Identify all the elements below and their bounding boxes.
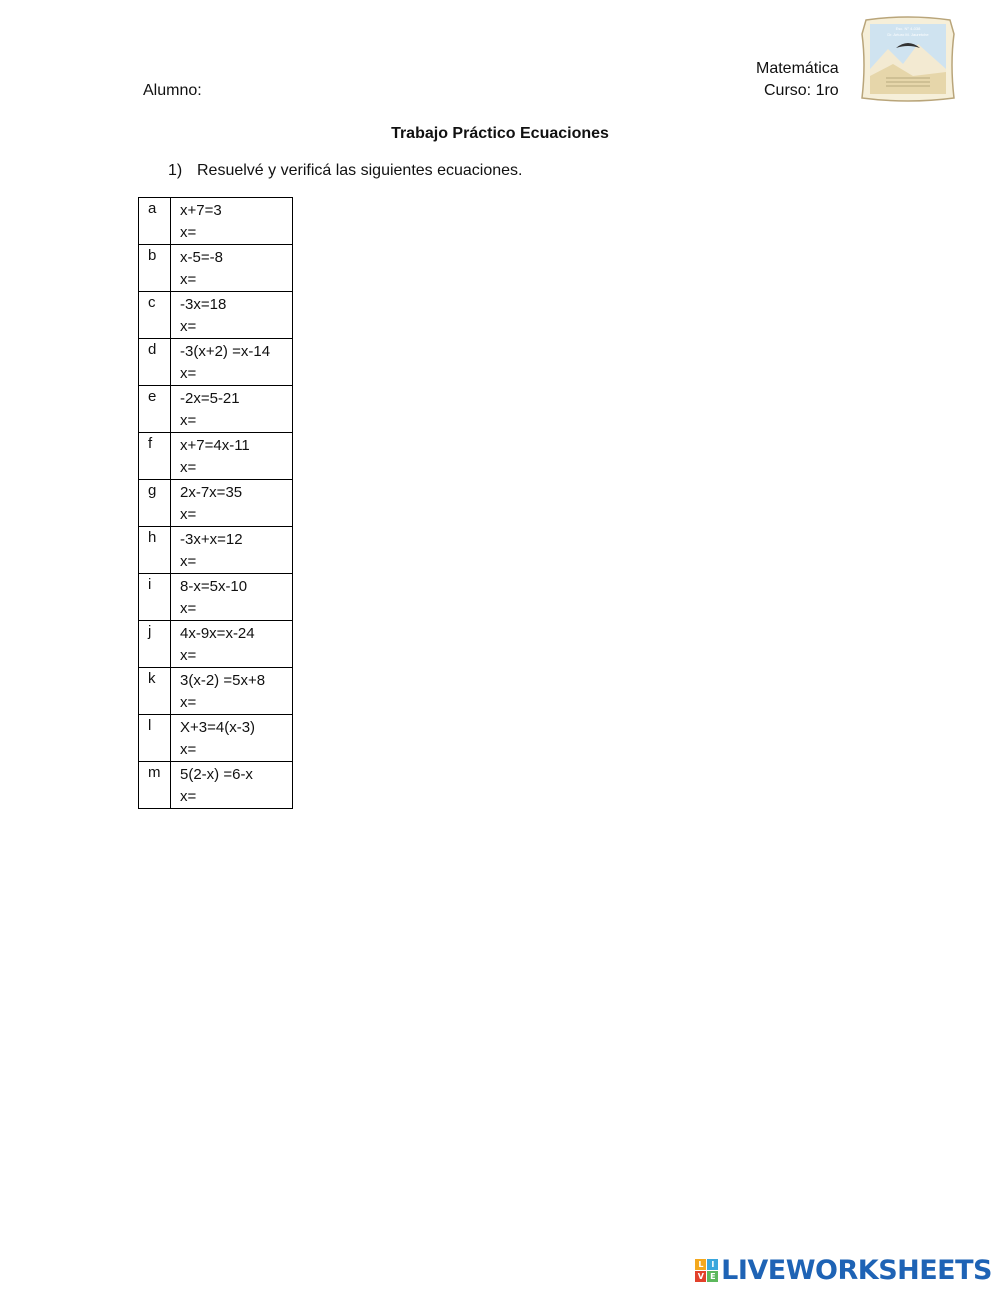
- equation-row: [139, 292, 293, 339]
- equation-letter: a: [139, 198, 171, 245]
- equation-cell: [171, 574, 293, 621]
- equation-letter: j: [139, 621, 171, 668]
- equation-cell: [171, 621, 293, 668]
- equation-text: 4x-9x=x-24: [180, 625, 255, 642]
- equation-text: 2x-7x=35: [180, 484, 243, 501]
- instruction: [168, 162, 523, 180]
- equation-cell: [171, 715, 293, 762]
- answer-field[interactable]: x=: [180, 412, 197, 429]
- equation-cell: [171, 480, 293, 527]
- instruction-text: Resuelvé y verificá las siguientes ecuaciones.: [197, 162, 523, 179]
- answer-field[interactable]: x=: [180, 224, 197, 241]
- equation-row: [139, 668, 293, 715]
- equation-row: [139, 574, 293, 621]
- answer-field[interactable]: x=: [180, 271, 197, 288]
- equation-letter: h: [139, 527, 171, 574]
- equation-text: x+7=3: [180, 202, 222, 219]
- equation-cell: [171, 292, 293, 339]
- equation-row: [139, 715, 293, 762]
- equation-row: [139, 433, 293, 480]
- course-label: Curso: 1ro: [764, 82, 839, 99]
- equation-cell: [171, 198, 293, 245]
- answer-field[interactable]: x=: [180, 647, 197, 664]
- equations-table: [138, 197, 293, 809]
- equation-text: 5(2-x) =6-x: [180, 766, 253, 783]
- equation-cell: [171, 527, 293, 574]
- equation-letter: d: [139, 339, 171, 386]
- subject-label: Matemática: [756, 60, 839, 77]
- equation-cell: [171, 668, 293, 715]
- answer-field[interactable]: x=: [180, 741, 197, 758]
- equation-letter: g: [139, 480, 171, 527]
- equation-text: X+3=4(x-3): [180, 719, 256, 736]
- equation-text: -3x=18: [180, 296, 227, 313]
- equation-letter: f: [139, 433, 171, 480]
- school-logo: [858, 14, 958, 104]
- answer-field[interactable]: x=: [180, 600, 197, 617]
- equation-row: [139, 198, 293, 245]
- answer-field[interactable]: x=: [180, 506, 197, 523]
- answer-field[interactable]: x=: [180, 788, 197, 805]
- equation-text: -2x=5-21: [180, 390, 240, 407]
- equation-letter: k: [139, 668, 171, 715]
- instruction-number: 1): [168, 162, 183, 179]
- equation-row: [139, 386, 293, 433]
- equation-cell: [171, 245, 293, 292]
- equation-cell: [171, 762, 293, 809]
- brand-logo-icon: L I V E: [695, 1259, 718, 1282]
- equation-letter: e: [139, 386, 171, 433]
- equation-cell: [171, 339, 293, 386]
- equation-text: -3(x+2) =x-14: [180, 343, 271, 360]
- brand-name: LIVEWORKSHEETS: [721, 1254, 992, 1286]
- equation-letter: m: [139, 762, 171, 809]
- equation-row: [139, 762, 293, 809]
- equation-row: [139, 527, 293, 574]
- liveworksheets-brand: [695, 1255, 992, 1285]
- equation-text: -3x+x=12: [180, 531, 243, 548]
- svg-text:Esc. N° 4-038: Esc. N° 4-038: [895, 26, 921, 31]
- equation-text: x-5=-8: [180, 249, 223, 266]
- answer-field[interactable]: x=: [180, 553, 197, 570]
- equation-text: x+7=4x-11: [180, 437, 250, 454]
- answer-field[interactable]: x=: [180, 365, 197, 382]
- answer-field[interactable]: x=: [180, 318, 197, 335]
- equation-letter: i: [139, 574, 171, 621]
- equation-text: 8-x=5x-10: [180, 578, 248, 595]
- answer-field[interactable]: x=: [180, 694, 197, 711]
- equation-letter: l: [139, 715, 171, 762]
- equation-row: [139, 480, 293, 527]
- equation-text: 3(x-2) =5x+8: [180, 672, 266, 689]
- page-title: Trabajo Práctico Ecuaciones: [391, 125, 609, 142]
- equation-cell: [171, 386, 293, 433]
- equation-cell: [171, 433, 293, 480]
- student-label: Alumno:: [143, 82, 202, 99]
- svg-text:Dr. Arturo M. Jauretche: Dr. Arturo M. Jauretche: [887, 32, 929, 37]
- equation-row: [139, 245, 293, 292]
- answer-field[interactable]: x=: [180, 459, 197, 476]
- equation-letter: c: [139, 292, 171, 339]
- equation-row: [139, 621, 293, 668]
- equation-row: [139, 339, 293, 386]
- equation-letter: b: [139, 245, 171, 292]
